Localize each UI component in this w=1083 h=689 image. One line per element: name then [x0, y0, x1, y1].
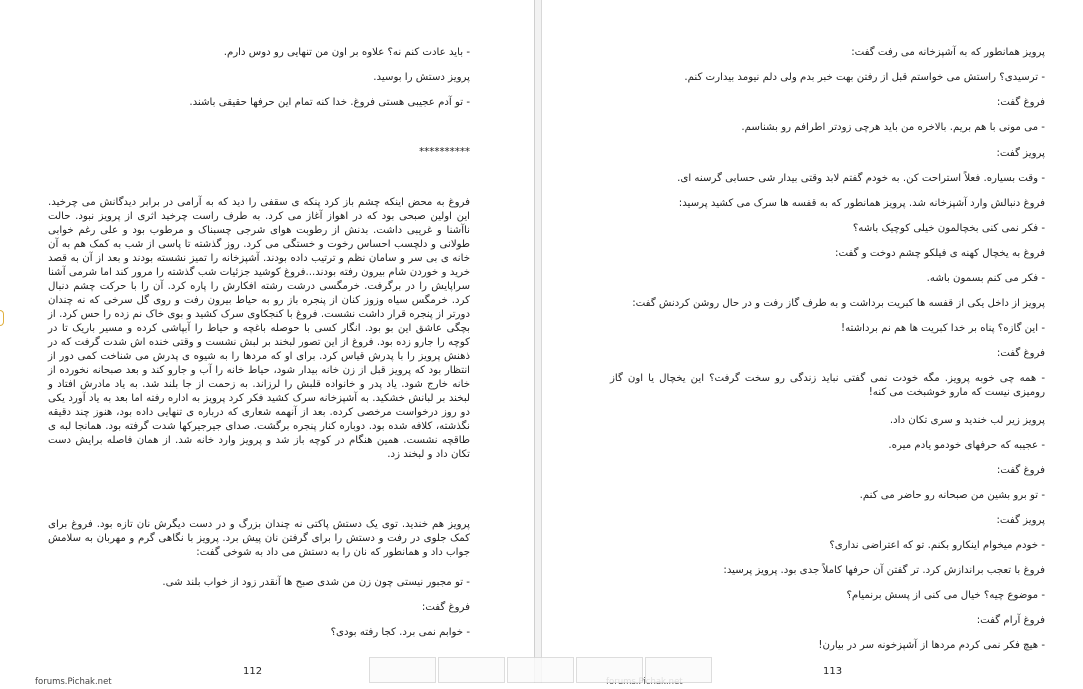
- text-line: - تو مجبور نیستی چون زن من شدی صبح ها آنقدر زود از خواب بلند شی.: [162, 577, 470, 588]
- text-line: - خوابم نمی برد. کجا رفته بودی؟: [330, 627, 470, 638]
- page-number: 112: [243, 666, 263, 677]
- text-line: - می مونی با هم بریم. بالاخره من باید هرچی زودتر اطرافم رو بشناسم.: [741, 122, 1045, 133]
- page-thumbnail[interactable]: [645, 657, 712, 683]
- page-gutter: [534, 0, 542, 683]
- text-line: - ترسیدی؟ راستش می خواستم قبل از رفتن بهت خبر بدم ولی دلم نیومد بیدارت کنم.: [684, 72, 1045, 83]
- text-line: فروغ با تعجب براندازش کرد. تر گفتن آن حرفها کاملاً جدی بود. پرویز پرسید:: [723, 565, 1045, 576]
- text-line: - موضوع چیه؟ خیال می کنی از پسش برنمیام؟: [846, 590, 1045, 601]
- page-thumbnail[interactable]: [507, 657, 574, 683]
- text-line: - وقت بسیاره. فعلاً استراحت کن. به خودم گفتم لابد وقتی بیدار شی حسابی گرسنه ای.: [677, 173, 1045, 184]
- text-line: - این گازه؟ پناه بر خدا کبریت ها هم نم برداشته!: [841, 323, 1045, 334]
- separator-stars: **********: [419, 147, 470, 158]
- text-line: - فکر می کنم بسمون باشه.: [926, 273, 1045, 284]
- text-line: - باید عادت کنم نه؟ علاوه بر اون من تنهایی رو دوس دارم.: [223, 47, 470, 58]
- text-line: فروغ دنبالش وارد آشپزخانه شد. پرویز همانطور که به قفسه ها سرک می کشید پرسید:: [678, 198, 1045, 209]
- paragraph: فروغ به محض اینکه چشم باز کرد پنکه ی سقفی را دید که به آرامی در برابر دیدگانش می چرخید. این اولین صبحی بود که در اهواز آغاز می کرد. به طرف راست چرخید اثری از پرویز نبود. حالت ناآشنا و غریبی داشت. بدنش از رطوبت هوای شرجی چسبناک و مرطوب بود و علی رغم خوابی طولانی و دلچسب احساس رخوت و خستگی می کرد. روز گذشته تا پاسی از شب به کمک هم به آن خانه ی بی سر و سامان نظم و ترتیب داده بودند. آشپزخانه را تمیز نشسته بودند و بعد از آن به قصد خرید و خوردن شام بیرون رفته بودند...فروغ کوشید جزئیات شب گذشته را مرور کند اما شرمی آشنا سراپایش را در برگرفت. خرمگسی درشت رشته افکارش را پاره کرد. آن را با حرکت چشم دنبال کرد. خرمگس سیاه وزوز کنان از پنجره باز رو به حیاط بیرون رفت و روی گل سرخی که نه چندان دورتر از پنجره قرار داشت نشست. فروغ با کنجکاوی سرک کشید و بوی خاک نم زده را حس کرد. از بچگی عاشق این بو بود. انگار کسی با حوصله باغچه و حیاط را آبپاشی کرده و مسیر باریک تا در کوچه را جارو زده بود. فروغ از این تصور لبخند بر لبش نشست و وقتی خنده اش شدت گرفت که در ذهنش پرویز را با پدرش قیاس کرد. برای او که مردها را به شیوه ی پدرش می شناخت کمی دور از انتظار بود که پرویز قبل از زن خانه بیدار شود، حیاط خانه را آب و جارو کند و بعد صبحانه نخورده از خانه خارج شود. یاد پدر و خانواده قلبش را لرزاند. به زحمت از جا بلند شد. به یاد مادرش افتاد و لبخند بر لبانش خشکید. به آشپزخانه سرک کشید فکر کرد پرویز به اداره رفته اما بعد به یاد آورد یکی دو روز درخواست مرخصی کرده. بعد از آنهمه شعاری که درباره ی تنهایی داده بود، هنوز چند دقیقه نگذشته، کلافه شده بود. دوباره کنار پنجره برگشت. صدای جیرجیرکها شدت گرفته بود. همانجا لبه ی طاقچه نشست. همین هنگام در کوچه باز شد و پرویز وارد خانه شد. از همان فاصله برایش دست تکان داد و لبخند زد.: [48, 197, 470, 460]
- dialogue-tag: فروغ گفت:: [996, 97, 1045, 108]
- text-line: فروغ به یخچال کهنه ی فیلکو چشم دوخت و گفت:: [835, 248, 1045, 259]
- text-line: پرویز دستش را بوسید.: [373, 72, 470, 83]
- right-page: [546, 0, 1083, 683]
- page-thumbnail[interactable]: [438, 657, 505, 683]
- left-page: [0, 0, 530, 687]
- dialogue-tag: فروغ آرام گفت:: [976, 615, 1045, 626]
- page-thumbnail[interactable]: [576, 657, 643, 683]
- paragraph: - همه چی خوبه پرویز. مگه خودت نمی گفتی نباید زندگی رو سخت گرفت؟ این یخچال یا اون گاز رومیزی نیست که مارو خوشبخت می کنه!: [610, 373, 1045, 398]
- text-line: - هیچ فکر نمی کردم مردها از آشپزخونه سر در بیارن!: [818, 640, 1045, 651]
- dialogue-tag: فروغ گفت:: [996, 465, 1045, 476]
- text-line: پرویز زیر لب خندید و سری تکان داد.: [889, 415, 1045, 426]
- paragraph: پرویز هم خندید. توی یک دستش پاکتی نه چندان بزرگ و در دست دیگرش نان تازه بود. فروغ برای کمک جلوی در رفت و دستش را برای گرفتن نان پیش برد. پرویز با نگاهی گرم و مهربان به سلامش جواب داد و همانطور که نان را به دستش می داد به شوخی گفت:: [48, 519, 470, 558]
- page-footer: forums.Pichak.net: [35, 677, 112, 687]
- text-line: - عجیبه که حرفهای خودمو یادم میره.: [888, 440, 1045, 451]
- dialogue-tag: پرویز گفت:: [996, 148, 1045, 159]
- dialogue-tag: پرویز گفت:: [996, 515, 1045, 526]
- text-line: پرویز از داخل یکی از قفسه ها کبریت برداشت و به طرف گاز رفت و در حال روشن کردنش گفت:: [632, 298, 1045, 309]
- text-line: - فکر نمی کنی بخچالمون خیلی کوچیک باشه؟: [852, 223, 1045, 234]
- dialogue-tag: فروغ گفت:: [996, 348, 1045, 359]
- text-line: - تو آدم عجیبی هستی فروغ. خدا کنه تمام این حرفها حقیقی باشند.: [189, 97, 470, 108]
- text-line: - تو برو بشین من صبحانه رو حاضر می کنم.: [859, 490, 1045, 501]
- text-line: پرویز همانطور که به آشپزخانه می رفت گفت:: [851, 47, 1045, 58]
- text-line: - خودم میخوام اینکارو بکنم. تو که اعتراضی نداری؟: [829, 540, 1045, 551]
- page-number: 113: [823, 666, 843, 677]
- text-line: فروغ گفت:: [421, 602, 470, 613]
- page-thumbnail-strip: [369, 657, 712, 683]
- side-tab-handle[interactable]: [0, 310, 4, 326]
- page-thumbnail[interactable]: [369, 657, 436, 683]
